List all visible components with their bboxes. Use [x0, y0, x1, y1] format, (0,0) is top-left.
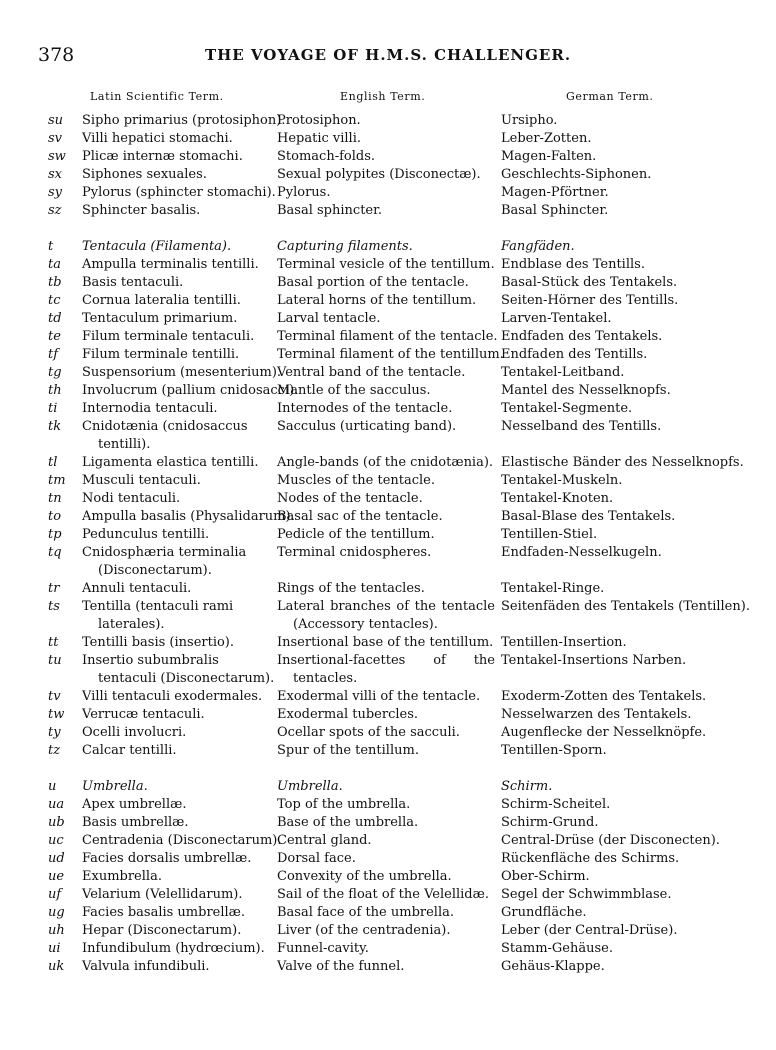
section-abbr-cell: u	[48, 779, 57, 794]
column-header-german: German Term.	[566, 90, 654, 103]
german-cell: Seitenfäden des Tentakels (Tentillen).	[501, 599, 750, 614]
german-cell: Geschlechts-Siphonen.	[501, 167, 652, 182]
latin-cell: Villi hepatici stomachi.	[82, 131, 233, 146]
glossary-row	[0, 850, 776, 868]
latin-cell: Velarium (Velellidarum).	[82, 887, 243, 902]
german-cell: Magen-Pförtner.	[501, 185, 609, 200]
latin-cell: Cnidosphæria terminalia (Disconectarum).	[82, 545, 247, 579]
section-abbr-cell: t	[48, 239, 54, 254]
english-cell: Pedicle of the tentillum.	[277, 527, 435, 542]
abbr-cell: uc	[48, 833, 64, 848]
german-cell: Leber-Zotten.	[501, 131, 592, 146]
latin-cell: Ampulla basalis (Physalidarum).	[82, 509, 295, 524]
latin-cell: Ligamenta elastica tentilli.	[82, 455, 259, 470]
english-cell: Stomach-folds.	[277, 149, 376, 164]
latin-cell: Internodia tentaculi.	[82, 401, 218, 416]
german-cell: Nesselband des Tentills.	[501, 419, 662, 434]
latin-cell: Nodi tentaculi.	[82, 491, 181, 506]
english-cell: Dorsal face.	[277, 851, 356, 866]
latin-cell: Filum terminale tentaculi.	[82, 329, 255, 344]
glossary-row	[0, 454, 776, 472]
english-cell: Ventral band of the tentacle.	[277, 365, 466, 380]
glossary-row	[0, 184, 776, 202]
german-cell: Gehäus-Klappe.	[501, 959, 605, 974]
german-cell: Nesselwarzen des Tentakels.	[501, 707, 692, 722]
latin-cell: Apex umbrellæ.	[82, 797, 187, 812]
german-cell: Basal Sphincter.	[501, 203, 609, 218]
section-english-cell: Capturing filaments.	[277, 239, 413, 254]
abbr-cell: uh	[48, 923, 65, 938]
glossary-row	[0, 796, 776, 814]
glossary-row	[0, 652, 776, 688]
german-cell: Seiten-Hörner des Tentills.	[501, 293, 679, 308]
abbr-cell: tm	[48, 473, 66, 488]
german-cell: Tentakel-Segmente.	[501, 401, 633, 416]
glossary-row	[0, 688, 776, 706]
german-cell: Tentakel-Ringe.	[501, 581, 605, 596]
column-header-latin: Latin Scientific Term.	[90, 90, 224, 103]
abbr-cell: sy	[48, 185, 63, 200]
english-cell: Basal sphincter.	[277, 203, 383, 218]
glossary-row	[0, 904, 776, 922]
abbr-cell: tv	[48, 689, 61, 704]
german-cell: Endfaden-Nesselkugeln.	[501, 545, 662, 560]
glossary-row	[0, 328, 776, 346]
english-cell: Liver (of the centradenia).	[277, 923, 451, 938]
latin-cell: Villi tentaculi exodermales.	[82, 689, 263, 704]
english-cell: Rings of the tentacles.	[277, 581, 425, 596]
abbr-cell: ta	[48, 257, 61, 272]
glossary-row	[0, 382, 776, 400]
abbr-cell: tu	[48, 653, 62, 668]
english-cell: Pylorus.	[277, 185, 331, 200]
glossary-row	[0, 274, 776, 292]
glossary-row	[0, 598, 776, 634]
english-cell: Central gland.	[277, 833, 372, 848]
glossary-row	[0, 742, 776, 760]
latin-cell: Cornua lateralia tentilli.	[82, 293, 241, 308]
glossary-row	[0, 310, 776, 328]
glossary-row	[0, 724, 776, 742]
abbr-cell: uf	[48, 887, 62, 902]
english-cell: Terminal cnidospheres.	[277, 545, 432, 560]
english-cell: Terminal vesicle of the tentillum.	[277, 257, 495, 272]
abbr-cell: tk	[48, 419, 62, 434]
latin-cell: Filum terminale tentilli.	[82, 347, 240, 362]
glossary-row	[0, 346, 776, 364]
german-cell: Endblase des Tentills.	[501, 257, 645, 272]
glossary-row	[0, 202, 776, 220]
latin-cell: Cnidotænia (cnidosaccus tentilli).	[82, 419, 248, 453]
abbr-cell: ts	[48, 599, 60, 614]
group-spacer	[0, 760, 776, 778]
glossary-row	[0, 940, 776, 958]
german-cell: Elastische Bänder des Nesselknopfs.	[501, 455, 744, 470]
german-cell: Tentakel-Insertions Narben.	[501, 653, 687, 668]
latin-cell: Suspensorium (mesenterium).	[82, 365, 282, 380]
english-cell: Top of the umbrella.	[277, 797, 411, 812]
english-cell: Hepatic villi.	[277, 131, 362, 146]
glossary-row	[0, 544, 776, 580]
abbr-cell: tf	[48, 347, 59, 362]
glossary-row	[0, 130, 776, 148]
german-cell: Larven-Tentakel.	[501, 311, 612, 326]
abbr-cell: ud	[48, 851, 65, 866]
glossary-row	[0, 508, 776, 526]
english-cell: Base of the umbrella.	[277, 815, 419, 830]
glossary-row	[0, 634, 776, 652]
german-cell: Tentillen-Insertion.	[501, 635, 627, 650]
glossary-row	[0, 886, 776, 904]
abbr-cell: su	[48, 113, 64, 128]
german-cell: Exoderm-Zotten des Tentakels.	[501, 689, 707, 704]
running-title: THE VOYAGE OF H.M.S. CHALLENGER.	[204, 46, 572, 64]
abbr-cell: tt	[48, 635, 59, 650]
glossary-row	[0, 256, 776, 274]
glossary-row	[0, 364, 776, 382]
latin-cell: Annuli tentaculi.	[82, 581, 192, 596]
latin-cell: Involucrum (pallium cnidosacci).	[82, 383, 299, 398]
abbr-cell: ti	[48, 401, 58, 416]
latin-cell: Centradenia (Disconectarum).	[82, 833, 282, 848]
english-cell: Sexual polypites (Disconectæ).	[277, 167, 481, 182]
latin-cell: Pylorus (sphincter stomachi).	[82, 185, 276, 200]
glossary-row	[0, 958, 776, 976]
english-cell: Basal portion of the tentacle.	[277, 275, 469, 290]
abbr-cell: tr	[48, 581, 60, 596]
section-german-cell: Fangfäden.	[501, 239, 575, 254]
column-header-english: English Term.	[340, 90, 426, 103]
english-cell: Sacculus (urticating band).	[277, 419, 457, 434]
section-heading-row	[0, 778, 776, 796]
german-cell: Grundfläche.	[501, 905, 587, 920]
english-cell: Funnel-cavity.	[277, 941, 369, 956]
latin-cell: Tentaculum primarium.	[82, 311, 238, 326]
glossary-row	[0, 148, 776, 166]
english-cell: Exodermal tubercles.	[277, 707, 419, 722]
abbr-cell: tn	[48, 491, 62, 506]
latin-cell: Verrucæ tentaculi.	[82, 707, 205, 722]
english-cell: Insertional base of the tentillum.	[277, 635, 494, 650]
abbr-cell: sx	[48, 167, 63, 182]
latin-cell: Facies basalis umbrellæ.	[82, 905, 246, 920]
section-german-cell: Schirm.	[501, 779, 553, 794]
german-cell: Basal-Stück des Tentakels.	[501, 275, 678, 290]
german-cell: Schirm-Scheitel.	[501, 797, 611, 812]
latin-cell: Ampulla terminalis tentilli.	[82, 257, 259, 272]
german-cell: Tentillen-Stiel.	[501, 527, 598, 542]
abbr-cell: tc	[48, 293, 61, 308]
abbr-cell: sv	[48, 131, 63, 146]
abbr-cell: sw	[48, 149, 66, 164]
glossary-row	[0, 922, 776, 940]
glossary-row	[0, 490, 776, 508]
german-cell: Endfaden des Tentakels.	[501, 329, 663, 344]
section-latin-cell: Umbrella.	[82, 779, 148, 794]
english-cell: Nodes of the tentacle.	[277, 491, 423, 506]
english-cell: Muscles of the tentacle.	[277, 473, 436, 488]
english-cell: Ocellar spots of the sacculi.	[277, 725, 460, 740]
german-cell: Endfaden des Tentills.	[501, 347, 648, 362]
latin-cell: Insertio subumbralis tentaculi (Disconectarum).	[82, 653, 275, 687]
abbr-cell: ui	[48, 941, 61, 956]
section-english-cell: Umbrella.	[277, 779, 343, 794]
glossary-row	[0, 112, 776, 130]
abbr-cell: ub	[48, 815, 65, 830]
glossary-row	[0, 292, 776, 310]
abbr-cell: te	[48, 329, 61, 344]
abbr-cell: tg	[48, 365, 62, 380]
latin-cell: Hepar (Disconectarum).	[82, 923, 242, 938]
german-cell: Tentakel-Leitband.	[501, 365, 625, 380]
latin-cell: Infundibulum (hydrœcium).	[82, 941, 265, 956]
glossary-row	[0, 526, 776, 544]
glossary-row	[0, 400, 776, 418]
glossary-row	[0, 832, 776, 850]
abbr-cell: tl	[48, 455, 58, 470]
section-heading-row	[0, 238, 776, 256]
english-cell: Terminal filament of the tentillum.	[277, 347, 504, 362]
latin-cell: Ocelli involucri.	[82, 725, 187, 740]
english-cell: Basal sac of the tentacle.	[277, 509, 443, 524]
abbr-cell: ue	[48, 869, 65, 884]
english-cell: Convexity of the umbrella.	[277, 869, 452, 884]
german-cell: Ober-Schirm.	[501, 869, 590, 884]
latin-cell: Sipho primarius (protosiphon).	[82, 113, 286, 128]
glossary-row	[0, 472, 776, 490]
abbr-cell: tw	[48, 707, 65, 722]
latin-cell: Musculi tentaculi.	[82, 473, 201, 488]
english-cell: Insertional-facettes of the tentacles.	[277, 653, 495, 687]
english-cell: Sail of the float of the Velellidæ.	[277, 887, 489, 902]
latin-cell: Tentilla (tentaculi rami laterales).	[82, 599, 234, 633]
abbr-cell: th	[48, 383, 62, 398]
group-spacer	[0, 220, 776, 238]
german-cell: Rückenfläche des Schirms.	[501, 851, 680, 866]
german-cell: Leber (der Central-Drüse).	[501, 923, 678, 938]
english-cell: Protosiphon.	[277, 113, 361, 128]
glossary-table	[0, 112, 776, 976]
page-number: 378	[38, 44, 75, 66]
german-cell: Mantel des Nesselknopfs.	[501, 383, 671, 398]
latin-cell: Calcar tentilli.	[82, 743, 177, 758]
german-cell: Basal-Blase des Tentakels.	[501, 509, 676, 524]
abbr-cell: ua	[48, 797, 65, 812]
german-cell: Segel der Schwimmblase.	[501, 887, 672, 902]
german-cell: Stamm-Gehäuse.	[501, 941, 613, 956]
english-cell: Internodes of the tentacle.	[277, 401, 453, 416]
abbr-cell: tb	[48, 275, 62, 290]
german-cell: Tentakel-Knoten.	[501, 491, 614, 506]
german-cell: Magen-Falten.	[501, 149, 597, 164]
english-cell: Lateral horns of the tentillum.	[277, 293, 477, 308]
glossary-row	[0, 166, 776, 184]
abbr-cell: sz	[48, 203, 62, 218]
glossary-row	[0, 418, 776, 454]
german-cell: Tentillen-Sporn.	[501, 743, 607, 758]
latin-cell: Facies dorsalis umbrellæ.	[82, 851, 252, 866]
abbr-cell: to	[48, 509, 62, 524]
english-cell: Lateral branches of the tentacle (Accessory tentacles).	[277, 599, 495, 633]
latin-cell: Siphones sexuales.	[82, 167, 207, 182]
glossary-row	[0, 814, 776, 832]
german-cell: Augenflecke der Nesselknöpfe.	[501, 725, 707, 740]
english-cell: Larval tentacle.	[277, 311, 381, 326]
german-cell: Schirm-Grund.	[501, 815, 599, 830]
english-cell: Valve of the funnel.	[277, 959, 405, 974]
german-cell: Ursipho.	[501, 113, 558, 128]
english-cell: Angle-bands (of the cnidotænia).	[277, 455, 494, 470]
glossary-row	[0, 580, 776, 598]
latin-cell: Basis umbrellæ.	[82, 815, 189, 830]
latin-cell: Sphincter basalis.	[82, 203, 201, 218]
german-cell: Central-Drüse (der Disconecten).	[501, 833, 720, 848]
latin-cell: Tentilli basis (insertio).	[82, 635, 235, 650]
abbr-cell: tq	[48, 545, 62, 560]
section-latin-cell: Tentacula (Filamenta).	[82, 239, 232, 254]
abbr-cell: tp	[48, 527, 62, 542]
abbr-cell: ug	[48, 905, 65, 920]
english-cell: Mantle of the sacculus.	[277, 383, 431, 398]
latin-cell: Plicæ internæ stomachi.	[82, 149, 243, 164]
glossary-row	[0, 868, 776, 886]
german-cell: Tentakel-Muskeln.	[501, 473, 623, 488]
latin-cell: Basis tentaculi.	[82, 275, 184, 290]
abbr-cell: ty	[48, 725, 61, 740]
latin-cell: Exumbrella.	[82, 869, 162, 884]
latin-cell: Pedunculus tentilli.	[82, 527, 210, 542]
english-cell: Terminal filament of the tentacle.	[277, 329, 498, 344]
english-cell: Spur of the tentillum.	[277, 743, 419, 758]
abbr-cell: td	[48, 311, 62, 326]
glossary-row	[0, 706, 776, 724]
abbr-cell: tz	[48, 743, 61, 758]
latin-cell: Valvula infundibuli.	[82, 959, 210, 974]
english-cell: Exodermal villi of the tentacle.	[277, 689, 481, 704]
page-header	[0, 44, 776, 68]
abbr-cell: uk	[48, 959, 65, 974]
english-cell: Basal face of the umbrella.	[277, 905, 455, 920]
